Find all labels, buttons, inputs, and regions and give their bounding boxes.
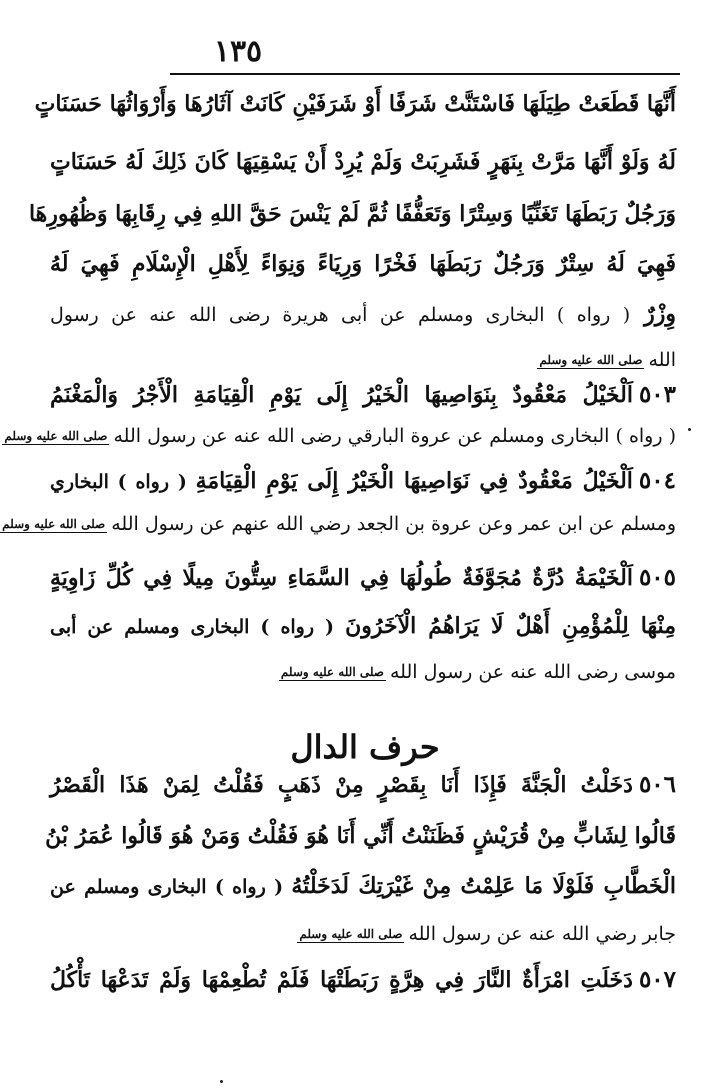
hadith-line-numbered: [50, 466, 676, 496]
page-number: ١٣٥: [213, 34, 263, 69]
narration-text: ( رواه ) البخارى ومسلم عن: [50, 876, 292, 898]
narration-text: موسى رضى الله عنه عن رسول الله: [390, 661, 676, 683]
hadith-text: اَلْخَيْلُ مَعْقُودٌ فِي نَوَاصِيهَا الْخَيْرُ إِلَى يَوْمِ الْقِيَامَةِ: [195, 468, 633, 494]
pbuh-ligature: صلى الله عليه وسلم: [2, 516, 106, 531]
hadith-line-numbered: [50, 770, 676, 800]
lead-word: وِزْرٌ: [630, 301, 677, 327]
hadith-line-numbered: [50, 380, 676, 410]
hadith-text: دَخَلْتُ الْجَنَّةَ فَإِذَا أَنَا بِقَصْرٍ مِنْ ذَهَبٍ فَقُلْتُ لِمَنْ هَذَا الْقَصْرُ: [50, 772, 633, 798]
hadith-text: لَهُ وَلَوْ أَنَّهَا مَرَّتْ بِنَهَرٍ فَشَرِبَتْ وَلَمْ يُرِدْ أَنْ يَسْقِيَهَا كَانَ ذَلِكَ لَهُ حَسَنَاتٍ: [50, 149, 676, 175]
narration-text: ( رواه ) البخارى ومسلم عن أبى: [50, 616, 346, 638]
speck-1: [688, 428, 691, 431]
text-line: [50, 612, 676, 641]
text-line: [28, 200, 676, 229]
text-line: [50, 300, 676, 329]
hadith-text: الْخَطَّابِ فَلَوْلَا مَا عَلِمْتُ مِنْ غَيْرَتِكَ لَدَخَلْتُهُ: [291, 873, 676, 899]
text-line: [50, 348, 676, 373]
hadith-number: ٥٠٣: [638, 381, 676, 408]
pbuh-ligature: صلى الله عليه وسلم: [280, 664, 384, 679]
text-line: [45, 822, 676, 851]
narration-text: ( رواه ) البخاري: [50, 471, 196, 493]
text-line: [50, 250, 676, 279]
text-line: [50, 922, 676, 947]
speck-2: [220, 1080, 223, 1083]
header-rule: [170, 73, 680, 75]
hadith-text: اَلْخَيْلُ مَعْقُودٌ بِنَوَاصِيهَا الْخَيْرُ إِلَى يَوْمِ الْقِيَامَةِ الْأَجْرُ وَالْمَغْنَمُ: [50, 382, 633, 408]
hadith-text: قَالُوا لِشَابٍّ مِنْ قُرَيْشٍ فَظَنَنْتُ أَنِّي أَنَا هُوَ فَقُلْتُ وَمَنْ هُوَ قَالُوا عُمَرُ بْنُ: [45, 823, 676, 849]
text-line: [50, 660, 676, 685]
narration-text: ( رواه ) البخارى ومسلم عن عروة البارقي رضى الله عنه عن رسول الله: [113, 425, 676, 447]
pbuh-ligature: صلى الله عليه وسلم: [299, 926, 403, 941]
narration-text: جابر رضي الله عنه عن رسول الله: [408, 923, 676, 945]
pbuh-ligature: صلى الله عليه وسلم: [4, 428, 108, 443]
hadith-text: فَهِيَ لَهُ سِتْرٌ وَرَجُلٌ رَبَطَهَا فَخْرًا وَرِيَاءً وَنِوَاءً لِأَهْلِ الْإِسْلَامِ فَهِيَ لَهُ: [50, 251, 676, 277]
narration-text: ( رواه ) البخارى ومسلم عن أبى هريرة رضى الله عنه عن رسول: [50, 304, 631, 326]
pbuh-ligature: صلى الله عليه وسلم: [539, 352, 643, 367]
hadith-text: دَخَلَتِ امْرَأَةٌ النَّارَ فِي هِرَّةٍ رَبَطَتْهَا فَلَمْ تُطْعِمْهَا وَلَمْ تَدَعْهَا تَأْكُلُ: [50, 967, 633, 993]
narration-text: ومسلم عن ابن عمر وعن عروة بن الجعد رضي الله عنهم عن رسول الله: [111, 513, 676, 535]
hadith-line-numbered: [50, 965, 676, 995]
text-line: [4, 424, 676, 449]
hadith-text: أَنَّهَا قَطَعَتْ طِيَلَهَا فَاسْتَنَّتْ شَرَفًا أَوْ شَرَفَيْنِ كَانَتْ آثَارُهَا وَأَرْوَاثُهَا حَسَنَاتٍ: [34, 91, 676, 117]
section-heading: حرف الدال: [290, 728, 440, 766]
hadith-text: مِنْهَا لِلْمُؤْمِنِ أَهْلٌ لَا يَرَاهُمُ الْآخَرُونَ: [345, 613, 676, 639]
text-line: [2, 512, 676, 537]
text-line: [50, 872, 676, 901]
hadith-number: ٥٠٤: [638, 467, 676, 494]
hadith-text: وَرَجُلٌ رَبَطَهَا تَغَنِّيًا وَسِتْرًا وَتَعَفُّفًا ثُمَّ لَمْ يَنْسَ حَقَّ اللهِ فِي رِقَابِهَا وَظُهُورِهَا: [28, 201, 676, 227]
text-line: [34, 90, 676, 119]
narration-text: الله: [648, 349, 676, 371]
text-line: [50, 148, 676, 177]
hadith-number: ٥٠٥: [638, 564, 676, 591]
hadith-number: ٥٠٧: [638, 966, 676, 993]
hadith-line-numbered: [50, 563, 676, 593]
hadith-text: اَلْخَيْمَةُ دُرَّةٌ مُجَوَّفَةٌ طُولُهَا فِي السَّمَاءِ سِتُّونَ مِيلًا فِي كُلِّ زَاوِيَةٍ: [50, 565, 633, 591]
hadith-number: ٥٠٦: [638, 771, 676, 798]
